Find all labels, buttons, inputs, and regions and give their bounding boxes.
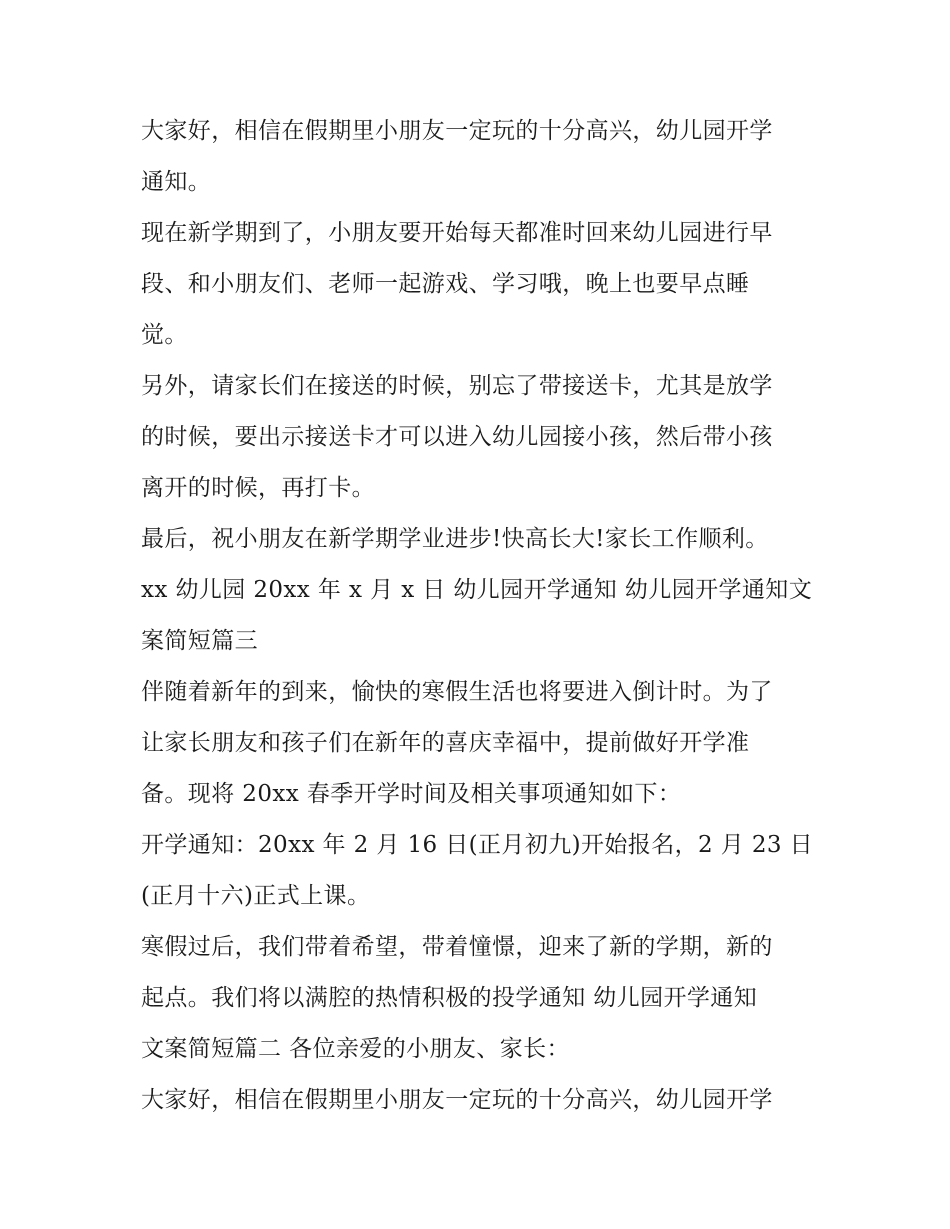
text-line: 最后，祝小朋友在新学期学业进步!快高长大!家长工作顺利。 (141, 526, 769, 552)
text-line: 开学通知：20xx 年 2 月 16 日(正月初九)开始报名，2 月 23 日 (141, 832, 814, 858)
text-line: 让家长朋友和孩子们在新年的喜庆幸福中，提前做好开学准 (141, 730, 750, 756)
document-body (141, 106, 821, 1126)
text-line: 起点。我们将以满腔的热情积极的投学通知 幼儿园开学通知 (141, 985, 758, 1011)
text-line: (正月十六)正式上课。 (141, 883, 371, 909)
text-line: 段、和小朋友们、老师一起游戏、学习哦，晚上也要早点睡 (141, 271, 750, 297)
text-line: 寒假过后，我们带着希望，带着憧憬，迎来了新的学期，新的 (141, 934, 773, 960)
text-line: 大家好，相信在假期里小朋友一定玩的十分高兴，幼儿园开学 (141, 1087, 773, 1113)
text-line: 案简短篇三 (141, 628, 258, 654)
text-line: 离开的时候，再打卡。 (141, 475, 375, 501)
text-line: 通知。 (141, 169, 212, 195)
text-line: 大家好，相信在假期里小朋友一定玩的十分高兴，幼儿园开学 (141, 118, 773, 144)
text-line: 觉。 (141, 322, 188, 348)
text-line: 伴随着新年的到来，愉快的寒假生活也将要进入倒计时。为了 (141, 679, 773, 705)
text-line: 文案简短篇二 各位亲爱的小朋友、家长： (141, 1036, 570, 1062)
text-line: 备。现将 20xx 春季开学时间及相关事项通知如下： (141, 781, 682, 807)
text-line: 现在新学期到了，小朋友要开始每天都准时回来幼儿园进行早 (141, 220, 773, 246)
text-line: xx 幼儿园 20xx 年 x 月 x 日 幼儿园开学通知 幼儿园开学通知文 (141, 577, 813, 603)
text-line: 另外，请家长们在接送的时候，别忘了带接送卡，尤其是放学 (141, 373, 773, 399)
text-line: 的时候，要出示接送卡才可以进入幼儿园接小孩，然后带小孩 (141, 424, 773, 450)
